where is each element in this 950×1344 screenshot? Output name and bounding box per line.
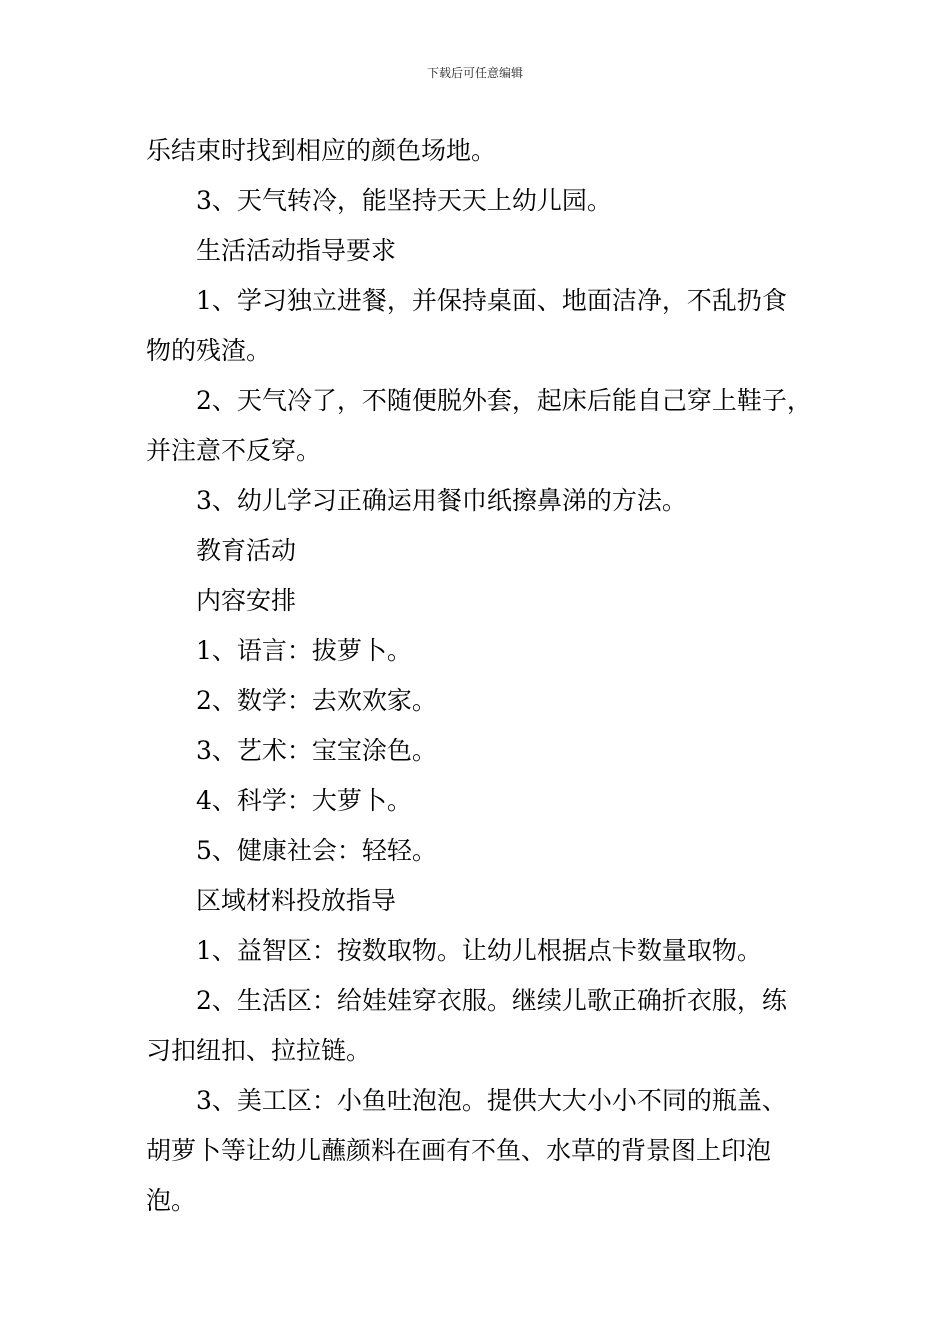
- text-line: 生活活动指导要求: [196, 236, 397, 265]
- text-line: 教育活动: [196, 536, 297, 565]
- text-line: 2、生活区：给娃娃穿衣服。继续儿歌正确折衣服，练: [196, 986, 787, 1015]
- text-line: 胡萝卜等让幼儿蘸颜料在画有不鱼、水草的背景图上印泡: [146, 1136, 772, 1165]
- text-line: 并注意不反穿。: [146, 436, 322, 465]
- text-line: 1、益智区：按数取物。让幼儿根据点卡数量取物。: [196, 936, 762, 965]
- text-line: 2、天气冷了，不随便脱外套，起床后能自己穿上鞋子，: [196, 386, 812, 415]
- text-line: 1、学习独立进餐，并保持桌面、地面洁净，不乱扔食: [196, 286, 787, 315]
- text-line: 2、数学：去欢欢家。: [196, 686, 437, 715]
- text-line: 物的残渣。: [146, 336, 272, 365]
- document-body: [146, 126, 826, 1226]
- text-line: 习扣纽扣、拉拉链。: [146, 1036, 372, 1065]
- text-line: 泡。: [146, 1186, 197, 1215]
- text-line: 内容安排: [196, 586, 297, 615]
- text-line: 1、语言：拔萝卜。: [196, 636, 412, 665]
- text-line: 3、天气转冷，能坚持天天上幼儿园。: [196, 186, 612, 215]
- text-line: 区域材料投放指导: [196, 886, 397, 915]
- text-line: 3、幼儿学习正确运用餐巾纸擦鼻涕的方法。: [196, 486, 687, 515]
- text-line: 4、科学：大萝卜。: [196, 786, 412, 815]
- text-line: 5、健康社会：轻轻。: [196, 836, 437, 865]
- text-line: 3、艺术：宝宝涂色。: [196, 736, 437, 765]
- text-line: 乐结束时找到相应的颜色场地。: [146, 136, 497, 165]
- page-header: 下载后可任意编辑: [426, 66, 523, 80]
- text-line: 3、美工区：小鱼吐泡泡。提供大大小小不同的瓶盖、: [196, 1086, 787, 1115]
